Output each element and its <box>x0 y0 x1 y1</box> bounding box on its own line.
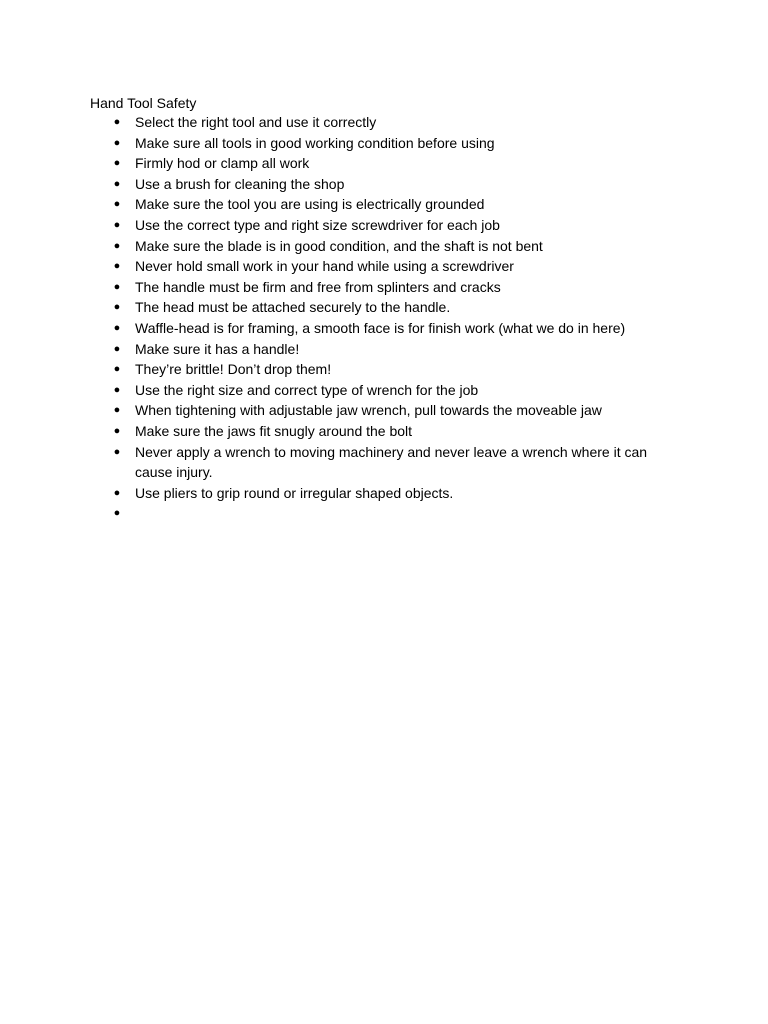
list-item-text: Use the right size and correct type of wrench for the job <box>135 381 479 398</box>
bullet-icon: ● <box>113 260 121 273</box>
bullet-icon: ● <box>113 218 121 231</box>
bullet-icon: ● <box>113 363 121 376</box>
bullet-icon: ● <box>113 280 121 293</box>
list-item <box>110 277 670 298</box>
list-item <box>110 215 670 236</box>
list-item <box>110 236 670 257</box>
list-item-text: Never hold small work in your hand while using a screwdriver <box>135 258 514 275</box>
bullet-icon: ● <box>113 157 121 170</box>
bullet-icon: ● <box>113 342 121 355</box>
list-item-text: Use the correct type and right size screwdriver for each job <box>135 216 500 233</box>
bullet-icon: ● <box>113 116 121 128</box>
list-item <box>110 256 670 277</box>
list-item-text: Use a brush for cleaning the shop <box>135 175 345 192</box>
list-item-text: Select the right tool and use it correctly <box>135 114 377 130</box>
list-item-text: Use pliers to grip round or irregular shaped objects. <box>135 484 454 501</box>
list-item <box>110 400 670 421</box>
list-item-text: Make sure the blade is in good condition, and the shaft is not bent <box>135 237 543 254</box>
bullet-icon: ● <box>113 301 121 314</box>
list-item <box>110 153 670 174</box>
list-item <box>110 297 670 318</box>
list-item <box>110 442 670 483</box>
list-item <box>110 318 670 339</box>
list-item-text: Make sure all tools in good working condition before using <box>135 134 495 151</box>
bullet-icon: ● <box>113 424 121 437</box>
bullet-icon: ● <box>113 177 121 190</box>
list-item <box>110 133 670 154</box>
bullet-icon: ● <box>113 136 121 149</box>
list-item-empty <box>110 503 670 524</box>
list-item-text: The head must be attached securely to the handle. <box>135 299 451 316</box>
list-item-text: Never apply a wrench to moving machinery and never leave a wrench where it can cause injury. <box>135 443 648 481</box>
list-item-text: The handle must be firm and free from splinters and cracks <box>135 278 501 295</box>
document-title: Hand Tool Safety <box>90 95 197 111</box>
list-item-text <box>135 503 670 524</box>
bullet-icon: ● <box>113 383 121 396</box>
list-item <box>110 359 670 380</box>
list-item-text: Firmly hod or clamp all work <box>135 155 310 172</box>
bullet-icon: ● <box>113 507 121 520</box>
bullet-icon: ● <box>113 198 121 211</box>
list-item <box>110 174 670 195</box>
bullet-icon: ● <box>113 321 121 334</box>
list-item-text: Waffle-head is for framing, a smooth face is for finish work (what we do in here) <box>135 319 626 336</box>
bullet-icon: ● <box>113 404 121 417</box>
list-item-text: Make sure the tool you are using is electrically grounded <box>135 196 485 213</box>
bullet-icon: ● <box>113 239 121 252</box>
bullet-icon: ● <box>113 445 121 458</box>
list-item-text: Make sure the jaws fit snugly around the bolt <box>135 422 413 439</box>
list-item <box>110 483 670 504</box>
safety-bullet-list <box>110 112 670 524</box>
list-item <box>110 194 670 215</box>
list-item <box>110 339 670 360</box>
list-item-text: When tightening with adjustable jaw wrench, pull towards the moveable jaw <box>135 402 602 419</box>
list-item-text: Make sure it has a handle! <box>135 340 300 357</box>
list-item <box>110 112 670 133</box>
list-item <box>110 421 670 442</box>
list-item-text: They’re brittle! Don’t drop them! <box>135 361 332 378</box>
list-item <box>110 380 670 401</box>
bullet-icon: ● <box>113 486 121 499</box>
